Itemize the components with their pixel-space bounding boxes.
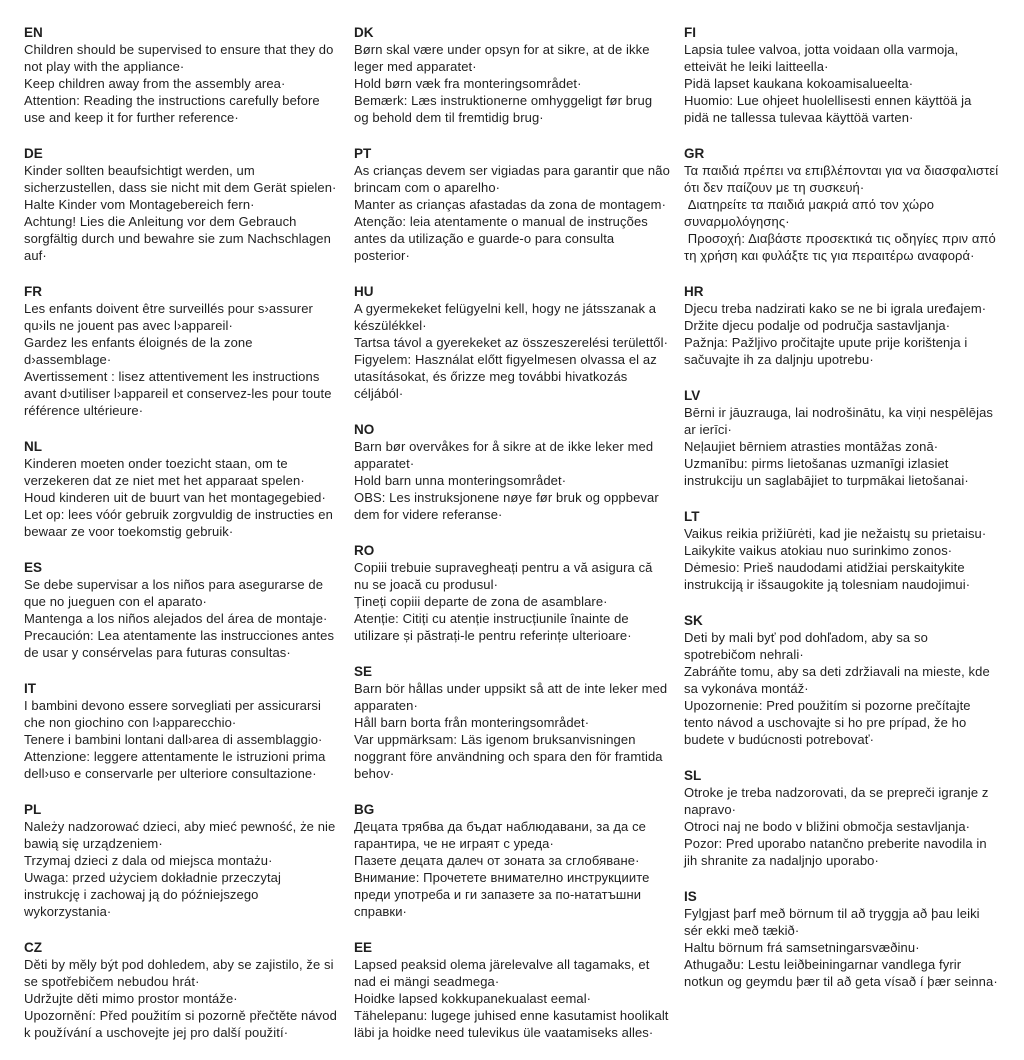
instruction-sentence: Var uppmärksam: Läs igenom bruksanvisningen noggrant före användning och spara den för framtida behov· (354, 732, 667, 781)
instruction-sentence: Mantenga a los niños alejados del área de montaje· (24, 611, 328, 626)
language-code: SE (354, 664, 373, 679)
instruction-sentence: Pozor: Pred uporabo natančno preberite navodila in jih shranite za nadaljnjo uporabo· (684, 836, 991, 868)
instruction-sentence: Upozornění: Před použitím si pozorně přečtěte návod k používání a uschovejte jej pro další použití· (24, 1008, 341, 1040)
language-section-ee (354, 939, 673, 1041)
language-code: DK (354, 25, 374, 40)
instruction-sentence: Lapsia tulee valvoa, jotta voidaan olla varmoja, etteivät he leiki laitteella· (684, 42, 963, 74)
language-section-ro (354, 542, 670, 644)
language-code: FR (24, 284, 42, 299)
instruction-sentence: Fylgjast þarf með börnum til að tryggja að þau leiki sér ekki með tækið· (684, 906, 984, 938)
language-section-no (354, 421, 670, 523)
instruction-sentence: Djecu treba nadzirati kako se ne bi igrala uređajem· (684, 301, 987, 316)
instruction-sentence: Upozornenie: Pred použitím si pozorne prečítajte tento návod a uschovajte si ho pre prípad, že ho budete v budúcnosti potrebovať· (684, 698, 975, 747)
instruction-sentence: Hold barn unna monteringsområdet· (354, 473, 567, 488)
language-code: PT (354, 146, 372, 161)
language-section-bg (354, 801, 670, 920)
language-code: LV (684, 388, 701, 403)
instruction-sentence: Zabráňte tomu, aby sa deti zdržiavali na mieste, kde sa vykonáva montáž· (684, 664, 994, 696)
language-section-it (24, 680, 340, 782)
language-section-se (354, 663, 670, 782)
instruction-sentence: As crianças devem ser vigiadas para garantir que não brincam com o aparelho· (354, 163, 674, 195)
instruction-sentence: Пазете децата далеч от зоната за сглобяване· (354, 853, 640, 868)
instruction-sentence: Kinder sollten beaufsichtigt werden, um sicherzustellen, dass sie nicht mit dem Gerät spielen· (24, 163, 337, 195)
language-section-sk (684, 612, 1000, 748)
instruction-sentence: Tenere i bambini lontani dall›area di assemblaggio· (24, 732, 323, 747)
instruction-sentence: Bērni ir jāuzrauga, lai nodrošinātu, ka viņi nespēlējas ar ierīci· (684, 405, 997, 437)
language-code: IS (684, 889, 697, 904)
language-section-de (24, 145, 340, 264)
instruction-sentence: Barn bör hållas under uppsikt så att de inte leker med apparaten· (354, 681, 671, 713)
language-section-nl (24, 438, 340, 540)
instruction-sentence: Achtung! Lies die Anleitung vor dem Gebrauch sorgfältig durch und bewahre sie zum Nachschlagen auf· (24, 214, 335, 263)
language-section-dk (354, 24, 670, 126)
instruction-sentence: Gardez les enfants éloignés de la zone d›assemblage· (24, 335, 257, 367)
instruction-sentence: Copiii trebuie supravegheați pentru a vă asigura că nu se joacă cu produsul· (354, 560, 657, 592)
instruction-sentence: A gyermekeket felügyelni kell, hogy ne játsszanak a készülékkel· (354, 301, 660, 333)
instruction-sentence: Otroke je treba nadzorovati, da se prepreči igranje z napravo· (684, 785, 993, 817)
language-section-en (24, 24, 340, 126)
instruction-sentence: Hold børn væk fra monteringsområdet· (354, 76, 582, 91)
instruction-sentence: Les enfants doivent être surveillés pour s›assurer qu›ils ne jouent pas avec l›appareil· (24, 301, 317, 333)
language-code: CZ (24, 940, 42, 955)
language-section-lv (684, 387, 1000, 489)
instruction-sentence: Vaikus reikia prižiūrėti, kad jie nežaistų su prietaisu· (684, 526, 987, 541)
instruction-sentence: Athugaðu: Lestu leiðbeiningarnar vandlega fyrir notkun og geymdu þær til að geta vísað í þær seinna· (684, 957, 998, 989)
language-code: NO (354, 422, 375, 437)
language-section-pt (354, 145, 674, 264)
language-code: FI (684, 25, 696, 40)
instruction-sentence: Laikykite vaikus atokiau nuo surinkimo zonos· (684, 543, 953, 558)
instruction-sentence: Keep children away from the assembly area· (24, 76, 286, 91)
instruction-sentence: Atenção: leia atentamente o manual de instruções antes da utilização e guarde-o para consulta posterior· (354, 214, 652, 263)
instruction-sentence: Attention: Reading the instructions carefully before use and keep it for further reference· (24, 93, 324, 125)
instruction-sentence: Children should be supervised to ensure that they do not play with the appliance· (24, 42, 338, 74)
instruction-sentence: Țineți copiii departe de zona de asamblare· (354, 594, 608, 609)
instruction-sentence: Lapsed peaksid olema järelevalve all tagamaks, et nad ei mängi seadmega· (354, 957, 654, 989)
language-section-fi (684, 24, 1000, 126)
language-section-sl (684, 767, 1000, 869)
instruction-sentence: Trzymaj dzieci z dala od miejsca montażu· (24, 853, 273, 868)
language-code: DE (24, 146, 43, 161)
instruction-sentence: Atenție: Citiți cu atenție instrucțiunile înainte de utilizare și păstrați-le pentru referințe ulterioare· (354, 611, 633, 643)
language-code: NL (24, 439, 42, 454)
language-code: EN (24, 25, 43, 40)
instruction-sentence: Uwaga: przed użyciem dokładnie przeczytaj instrukcję i zachowaj ją do późniejszego wykorzystania· (24, 870, 285, 919)
column-3 (684, 24, 1000, 1060)
instruction-sentence: Barn bør overvåkes for å sikre at de ikke leker med apparatet· (354, 439, 657, 471)
instruction-sentence: Pažnja: Pažljivo pročitajte upute prije korištenja i sačuvajte ih za daljnju upotrebu· (684, 335, 972, 367)
language-section-lt (684, 508, 1000, 593)
language-code: GR (684, 146, 705, 161)
instruction-sentence: OBS: Les instruksjonene nøye før bruk og oppbevar dem for videre referanse· (354, 490, 663, 522)
instruction-sentence: Bemærk: Læs instruktionerne omhyggeligt før brug og behold dem til fremtidig brug· (354, 93, 656, 125)
instruction-sentence: Dėmesio: Prieš naudodami atidžiai perskaitykite instrukciją ir išsaugokite ją tolesniam naudojimui· (684, 560, 971, 592)
language-section-hr (684, 283, 1000, 368)
language-section-is (684, 888, 1000, 990)
language-code: HU (354, 284, 374, 299)
instruction-sentence: Děti by měly být pod dohledem, aby se zajistilo, že si se spotřebičem nebudou hrát· (24, 957, 338, 989)
instruction-sentence: Haltu börnum frá samsetningarsvæðinu· (684, 940, 920, 955)
language-code: LT (684, 509, 700, 524)
instruction-sentence: Figyelem: Használat előtt figyelmesen olvassa el az utasításokat, és őrizze meg további hivatkozás céljából· (354, 352, 661, 401)
instruction-sentence: Se debe supervisar a los niños para asegurarse de que no jueguen con el aparato· (24, 577, 327, 609)
language-section-gr (684, 145, 1000, 264)
instruction-sentence: Należy nadzorować dzieci, aby mieć pewność, że nie bawią się urządzeniem· (24, 819, 340, 851)
instruction-sentence: Attenzione: leggere attentamente le istruzioni prima dell›uso e conservarle per ulteriore consultazione· (24, 749, 330, 781)
instruction-sentence: Deti by mali byť pod dohľadom, aby sa so spotrebičom nehrali· (684, 630, 932, 662)
instruction-sentence: Håll barn borta från monteringsområdet· (354, 715, 590, 730)
instruction-sentence: Uzmanību: pirms lietošanas uzmanīgi izlasiet instrukciju un saglabājiet to turpmākai lietošanai· (684, 456, 969, 488)
language-section-hu (354, 283, 670, 402)
instruction-sentence: Huomio: Lue ohjeet huolellisesti ennen käyttöä ja pidä ne tallessa tulevaa käyttöä varten· (684, 93, 976, 125)
language-code: IT (24, 681, 36, 696)
language-code: SL (684, 768, 702, 783)
instruction-sentence: Προσοχή: Διαβάστε προσεκτικά τις οδηγίες πριν από τη χρήση και φυλάξτε τις για περαιτέρω αναφορά· (684, 231, 1000, 263)
instruction-sentence: Tähelepanu: lugege juhised enne kasutamist hoolikalt läbi ja hoidke need tulevikus üle vaatamiseks alles· (354, 1008, 673, 1040)
language-code: EE (354, 940, 373, 955)
instruction-sentence: Precaución: Lea atentamente las instrucciones antes de usar y consérvelas para futuras consultas· (24, 628, 338, 660)
instruction-sentence: Børn skal være under opsyn for at sikre, at de ikke leger med apparatet· (354, 42, 654, 74)
instruction-sentence: Manter as crianças afastadas da zona de montagem· (354, 197, 667, 212)
instruction-sentence: Neļaujiet bērniem atrasties montāžas zonā· (684, 439, 939, 454)
instruction-sentence: Udržujte děti mimo prostor montáže· (24, 991, 238, 1006)
language-section-es (24, 559, 340, 661)
language-section-fr (24, 283, 340, 419)
column-2 (354, 24, 674, 1060)
language-section-cz (24, 939, 340, 1041)
language-code: SK (684, 613, 703, 628)
instruction-sentence: Otroci naj ne bodo v bližini območja sestavljanja· (684, 819, 971, 834)
instruction-sentence: Τα παιδιά πρέπει να επιβλέπονται για να διασφαλιστεί ότι δεν παίζουν με τη συσκευή· (684, 163, 1002, 195)
instruction-sentence: Децата трябва да бъдат наблюдавани, за да се гарантира, че не играят с уреда· (354, 819, 650, 851)
instruction-sentence: Внимание: Прочетете внимателно инструкциите преди употреба и ги запазете за по-нататъшни справки· (354, 870, 654, 919)
instruction-sentence: Kinderen moeten onder toezicht staan, om te verzekeren dat ze niet met het apparaat spelen· (24, 456, 305, 488)
instruction-sentence: Tartsa távol a gyerekeket az összeszerelési területtől· (354, 335, 669, 350)
instruction-sentence: Avertissement : lisez attentivement les instructions avant d›utiliser l›appareil et conservez-les pour toute référence ultérieure· (24, 369, 336, 418)
language-code: BG (354, 802, 375, 817)
instruction-sentence: I bambini devono essere sorvegliati per assicurarsi che non giochino con l›apparecchio· (24, 698, 325, 730)
column-1 (24, 24, 340, 1060)
language-code: HR (684, 284, 704, 299)
instruction-sentence: Pidä lapset kaukana kokoamisalueelta· (684, 76, 914, 91)
instruction-sentence: Hoidke lapsed kokkupanekualast eemal· (354, 991, 592, 1006)
instruction-sentence: Houd kinderen uit de buurt van het montagegebied· (24, 490, 326, 505)
instruction-sentence: Διατηρείτε τα παιδιά μακριά από τον χώρο συναρμολόγησης· (684, 197, 938, 229)
instruction-sentence: Let op: lees vóór gebruik zorgvuldig de instructies en bewaar ze voor toekomstig gebruik· (24, 507, 337, 539)
language-code: ES (24, 560, 43, 575)
language-code: RO (354, 543, 375, 558)
instruction-sentence: Halte Kinder vom Montagebereich fern· (24, 197, 255, 212)
instruction-sentence: Držite djecu podalje od područja sastavljanja· (684, 318, 951, 333)
language-section-pl (24, 801, 340, 920)
language-code: PL (24, 802, 42, 817)
